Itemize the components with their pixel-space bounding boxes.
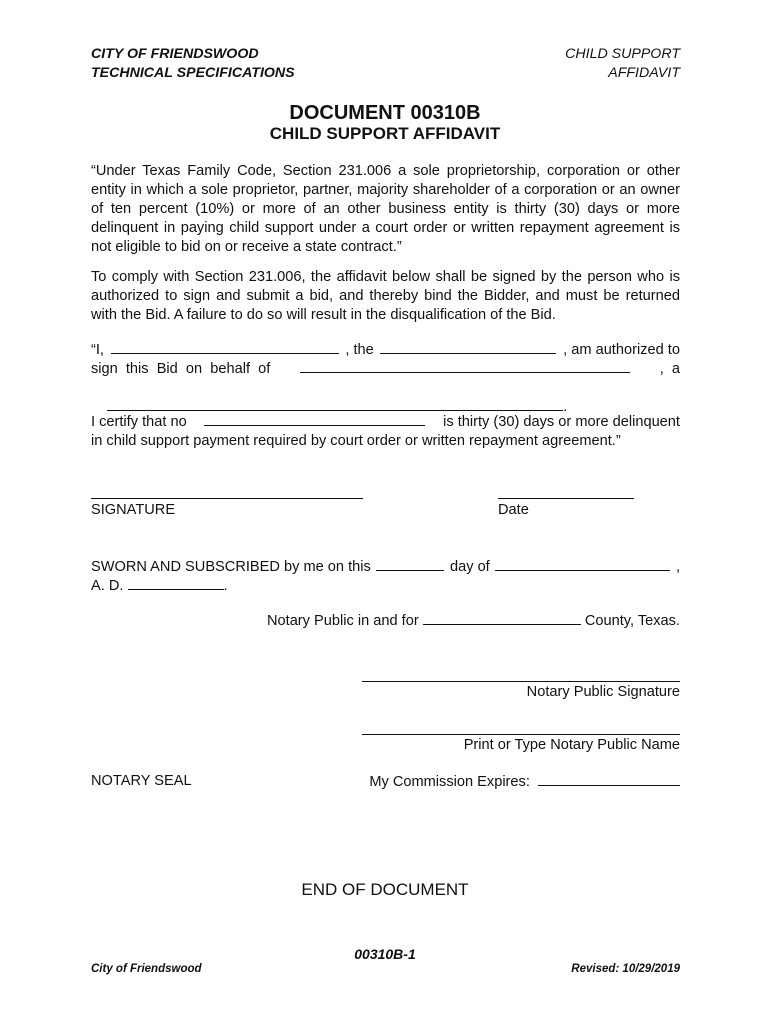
header-right xyxy=(565,45,680,83)
certify-party-blank[interactable] xyxy=(204,413,425,426)
footer-left: City of Friendswood xyxy=(91,963,202,975)
certify-start-text: I certify that no xyxy=(91,414,187,430)
auth-the-text: , the xyxy=(345,342,374,358)
header-specs: TECHNICAL SPECIFICATIONS xyxy=(91,65,295,81)
date-line[interactable] xyxy=(498,498,634,499)
auth-sign-text: sign this Bid on behalf of xyxy=(91,361,271,377)
notary-county-line xyxy=(267,612,680,629)
bidder-name-blank[interactable] xyxy=(300,360,630,373)
notary-signature-label: Notary Public Signature xyxy=(526,684,680,700)
header-left xyxy=(91,45,295,83)
document-subtitle: CHILD SUPPORT AFFIDAVIT xyxy=(269,124,501,143)
sworn-text: SWORN AND SUBSCRIBED by me on this xyxy=(91,559,371,575)
compliance-paragraph: To comply with Section 231.006, the affidavit below shall be signed by the person who is authorized to sign and submit a bid, and thereby bind the Bidder, and must be returned with the Bid. A failure to do so will result in the disqualification of the Bid. xyxy=(91,269,680,323)
notary-name-label: Print or Type Notary Public Name xyxy=(463,737,680,753)
day-of-text: day of xyxy=(449,559,490,575)
header-doc-name-1: CHILD SUPPORT xyxy=(565,46,680,62)
date-label: Date xyxy=(498,502,529,518)
sworn-day-blank[interactable] xyxy=(376,558,444,571)
auth-a-text: , a xyxy=(659,361,680,377)
statute-paragraph: “Under Texas Family Code, Section 231.006 a sole proprietorship, corporation or other entity in which a sole proprietor, partner, majority shareholder of a corporation or an owner of ten percent (10%) or more of an other business entity is thirty (30) days or more delinquent in paying child support under a court order or written repayment agreement is not eligible to bid on or receive a state contract.” xyxy=(91,163,680,255)
certify-mid-text: is thirty (30) days or more delinquent xyxy=(443,414,680,430)
bidder-entity-type-blank[interactable] xyxy=(107,398,563,411)
commission-label: My Commission Expires: xyxy=(369,774,530,790)
notary-signature-line[interactable] xyxy=(362,681,680,682)
year-blank[interactable] xyxy=(128,577,224,590)
auth-open-text: “I, xyxy=(91,342,104,358)
sworn-statement xyxy=(91,558,680,596)
document-title: DOCUMENT 00310B xyxy=(289,102,481,124)
notary-public-in-text: Notary Public in and for xyxy=(266,613,419,629)
ad-text: A. D. xyxy=(91,578,124,594)
end-of-document: END OF DOCUMENT xyxy=(301,880,469,899)
notary-seal-label: NOTARY SEAL xyxy=(91,773,192,789)
auth-am-text: , am authorized to xyxy=(563,342,680,358)
header-doc-name-2: AFFIDAVIT xyxy=(608,65,680,81)
commission-expires-blank[interactable] xyxy=(538,773,680,786)
county-blank[interactable] xyxy=(423,612,581,625)
notary-name-line[interactable] xyxy=(362,734,680,735)
commission-line xyxy=(369,773,680,790)
sworn-month-blank[interactable] xyxy=(495,558,670,571)
auth-end-text: . xyxy=(563,399,568,415)
page-number: 00310B-1 xyxy=(354,946,416,962)
certification-statement xyxy=(91,413,680,451)
affiant-name-blank[interactable] xyxy=(111,341,339,354)
ad-end-text: . xyxy=(223,578,228,594)
footer-revised: Revised: 10/29/2019 xyxy=(571,963,680,975)
signature-line[interactable] xyxy=(91,498,363,499)
signature-label: SIGNATURE xyxy=(91,502,176,518)
header-city: CITY OF FRIENDSWOOD xyxy=(91,46,259,62)
county-text: County, Texas. xyxy=(584,613,680,629)
affiant-title-blank[interactable] xyxy=(380,341,556,354)
sworn-comma: , xyxy=(675,559,680,575)
certify-line-2: in child support payment required by court order or written repayment agreement.” xyxy=(91,433,621,449)
